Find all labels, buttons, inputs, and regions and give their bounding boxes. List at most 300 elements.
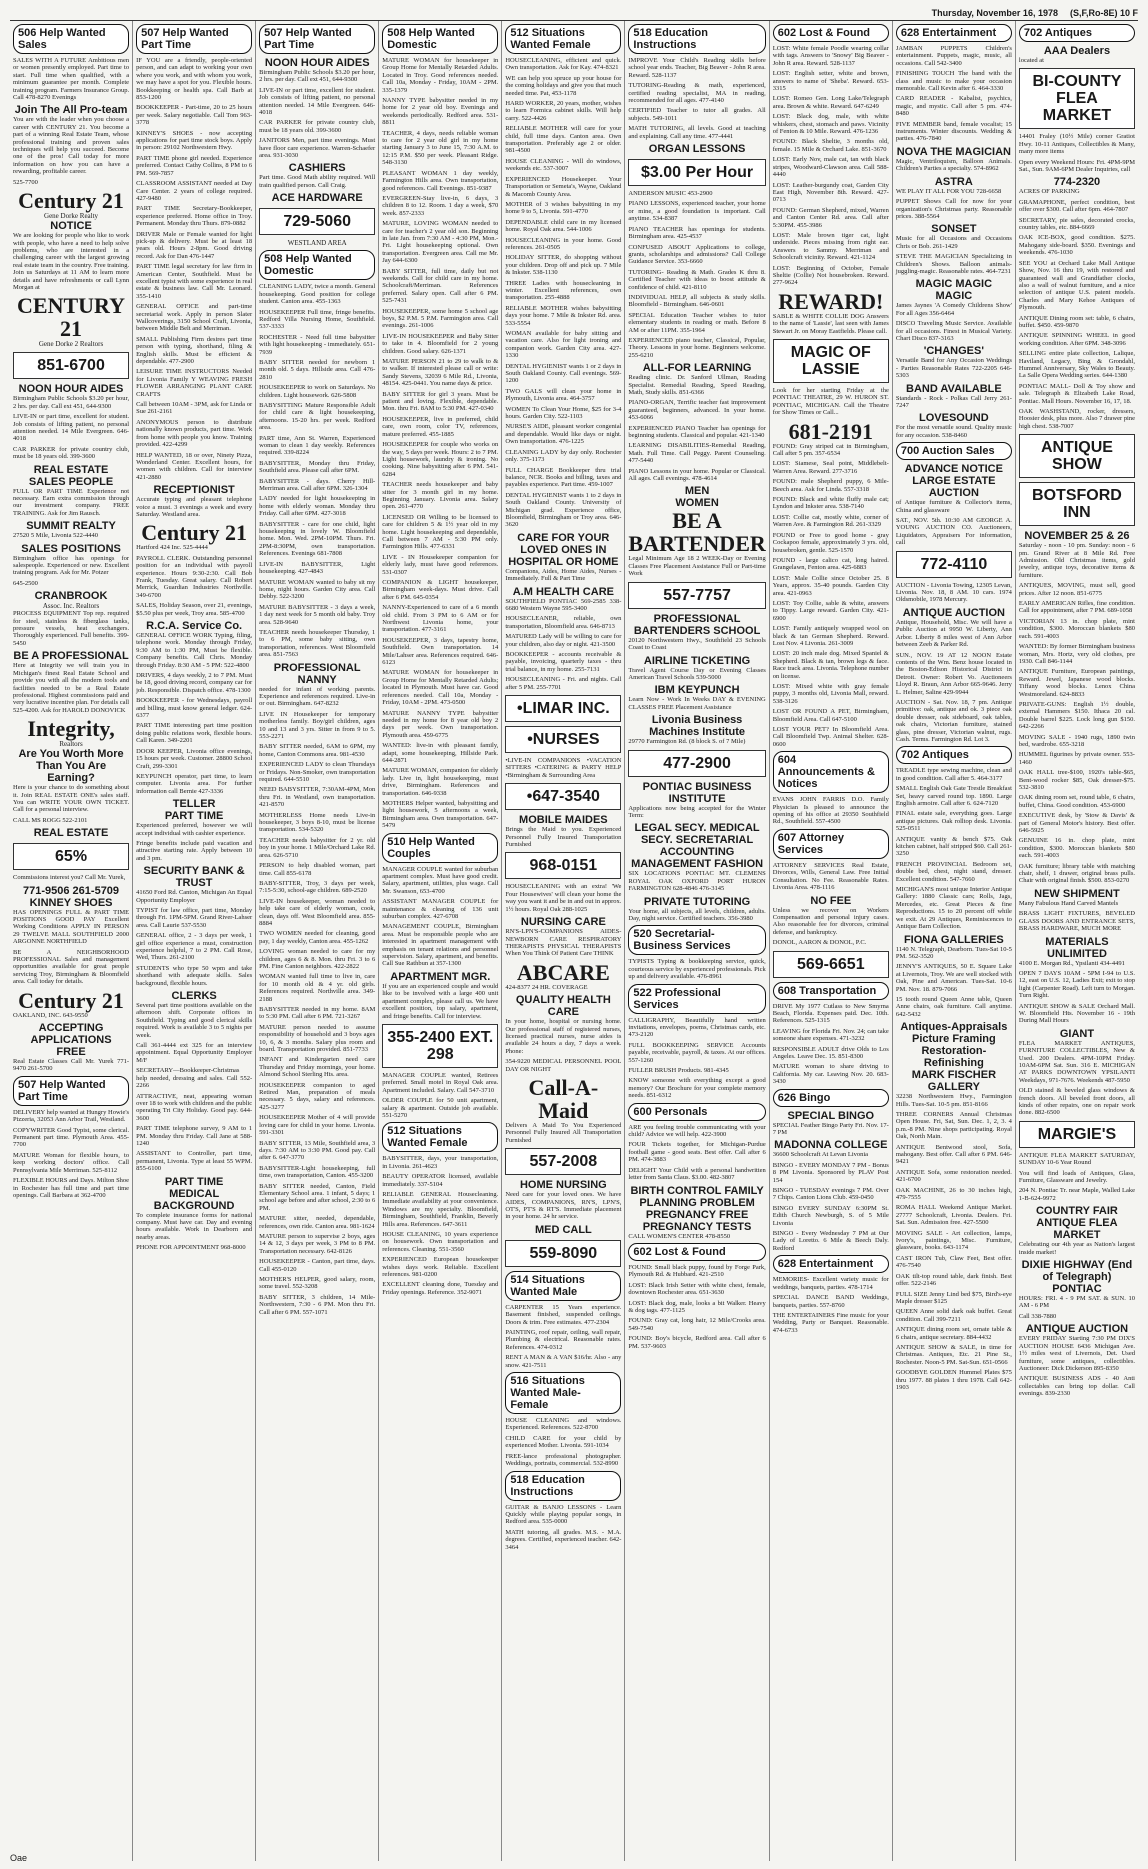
classified-ad: Call between 10AM - 3PM, ask for Linda or Sue 261-2161	[136, 401, 253, 416]
page-header	[10, 8, 1138, 21]
display-ad-text: MARK FISCHER GALLERY	[911, 1069, 997, 1094]
classified-ad: CERTIFIED Teacher to tutor all grades. All subjects. 549-1011	[628, 107, 766, 122]
display-ad-text: KINNEY SHOES	[29, 896, 113, 909]
classified-ad: 204 N. Pontiac Tr. near Maple, Walled Lake 1-B-624-9972	[1018, 1187, 1135, 1202]
classified-ad: LOST: Male brown tiger cat, light underside. Pieces missing from right ear. Answers to Sammy. Merriman and Schoolcraft vicinity. Reward. 421-1124	[772, 231, 889, 262]
display-ad-text: REAL ESTATE	[33, 827, 109, 840]
classified-ad: LOVING woman needed to care for my children, ages 6 & 8. Mon. thru Fri. 3 to 6 PM. Fine Canton neighbors. 422-2822	[259, 948, 376, 970]
classified-ad: Call 338-7880	[1018, 1312, 1057, 1320]
classified-ad: PUPPET Shows Call for now for your organization's Christmas party. Reasonable prices. 388-5564	[895, 198, 1012, 220]
classified-ad: MATURE Woman for flexible hours, to keep working doctors' office. Call Pennsylvania Mile Merriman. 525-8112	[13, 1151, 130, 1174]
classified-ad: FOUND: male Shepherd puppy, 6 Mile-Beech area. Ask for Linda. 557-3318	[772, 478, 889, 493]
classified-ad: FLEA MARKET ANTIQUES, FURNITURE COLLECTIBLES, New & Used. 200 Dealers. 4PM-10PM Friday. 10AM-6PM Sat. Sun. 316 E. MICHIGAN AT PARKS DOWNTOWN YPSILANTI Weekdays, 971-7676. Weekends 487-5950	[1018, 1039, 1135, 1084]
edition-code: (S,F,Ro-8E) 10 F	[1069, 8, 1138, 18]
classified-ad: TEACHER needs housekeeper Thursday, 1 to 6 PM, some baby sitting, own transportation, references. West Bloomfield area. 851-7563	[259, 628, 376, 659]
classified-ad: WANTED: By former Birmingham business woman, Mrs. Hortz, very old clothes, pre 1930. Call 846-1144	[1018, 643, 1135, 665]
section-header: 512 Situations Wanted Female	[505, 24, 621, 54]
issue-date: Thursday, November 16, 1978	[931, 8, 1058, 18]
display-ad-text: AAA Dealers	[1043, 45, 1111, 57]
classified-ad: WANTED: live-in with pleasant family, adapt, some housekeeping, Hillside Park. 644-2871	[382, 742, 499, 764]
display-ad-text: SECURITY BANK & TRUST	[143, 865, 245, 890]
display-ad-text: 559-8090	[505, 1240, 621, 1267]
classified-ad: CONFUSED ABOUT Applications to college, grants, scholarships and admissions? Call College Guidance Service. 353-6660	[628, 243, 766, 266]
classified-ad: PIANO Lessons in your home. Popular or Classical. All ages. Call evenings. 478-4614	[628, 467, 766, 483]
classified-ad: LICENSED OR Willing to be licensed to care for children 5 & 1½ year old in my home. Light housekeeping and dependable, Call between 7 AM - 5:30 PM only. Farmington Hills. 477-6331	[382, 513, 499, 551]
classified-ad: Part time. Good Math ability required. Will train qualified person. Call Craig.	[259, 174, 376, 189]
classified-ad: MOVING SALE - 1940 rugs, 1890 twin bed, wardrobe. 655-3218	[1018, 733, 1135, 748]
display-ad-text: Are You Worth More Than You Are Earning?	[18, 748, 124, 785]
display-ad-text: LOVESOUND	[919, 412, 989, 425]
section-header: 702 Antiques	[1019, 24, 1135, 42]
classified-ad: CLASSROOM ASSISTANT needed at Day Care Center. 2 years of college required. 427-9480	[136, 180, 253, 202]
section-header: 514 Situations Wanted Male	[505, 1271, 621, 1301]
classified-ad: Applications now being accepted for the Winter Term:	[628, 804, 766, 819]
display-ad-text: 557-7757	[628, 582, 765, 609]
column-1	[10, 21, 133, 1861]
classified-ad: BABY SITTER for girl 3 years. Must be patient and loving. Flexible, dependable. Mon. thru Fri. 8AM to 5:30 PM. 427-0340	[382, 390, 499, 413]
classified-ad: PLEASANT WOMAN 1 day weekly, Farmington Hills area. Own transportation, good references. Call Evenings. 851-9387	[382, 169, 499, 192]
classified-ad: Reading clinic. Dr. Sanford Ullman, Reading Specialist. Remedial Reading, Speed Reading, Math, Study skills. 851-6366	[628, 374, 766, 396]
classified-ad: HARD WORKER, 20 years, mother, wishes to learn Formica cabinet skills. Will help carry. 522-4426	[505, 100, 622, 122]
classified-ad: BABYSITTER-Light housekeeping, full time, own transportation, Canton. 455-3200	[259, 1164, 376, 1180]
classified-ad: MOVING SALE - Art collection, lamps, Ivory's, paintings, Misc. Furniture, glassware, books. 643-1174	[895, 1229, 1012, 1252]
classified-ad: SMALL Publishing Firm desires part time person with typing, shorthand, filing & English skills. Must be efficient & dependable. 477-2900	[136, 335, 253, 366]
classified-ad: BINGO EVERY SUNDAY 6:30PM St. Edith Church Newburgh, S. of 5 Mile Livonia	[772, 1204, 889, 1227]
classified-ad: Antique, Household, Misc. We will have a Public Auction at 9950 W. Liberty, Ann Arbor. Liberty 8 miles west of Ann Arbor between Zeeb & Parker Rd.	[895, 618, 1012, 649]
section-header: 507 Help Wanted Part Time	[259, 24, 375, 54]
classified-ad: EVANS JOHN FARRIS D.O. Family Physician Is pleased to announce the opening of his office at 29350 Southfield Rd., Southfield. 557-4500	[772, 796, 889, 826]
classified-ad: LOST: Beginning of October, Female Sheltie (Collie) Not housebroken. Reward. 277-9624	[772, 264, 889, 287]
classified-ad: TYPIST for law office, part time, Monday through Fri. 1PM-5PM. Grand River-Lahser area. Call Laurie 537-5530	[136, 906, 253, 929]
classified-ad: TWO GALS will clean your home in Plymouth, Livonia area. 464-3757	[505, 387, 622, 403]
classified-ad: SPECIAL Education Teacher wishes to tutor elementary students in reading or math. Before 8 AM or after 11PM. 355-1964	[628, 311, 766, 334]
classified-ad: PERSON to help disabled woman, part time. Call 855-6178	[259, 862, 376, 877]
classified-ad: PRIVATE-GUNS: English 1½ double, external Hammers $150. Ithaca 20 cal. Double barrel $225. Lock long gun $150. 642-2266	[1018, 700, 1135, 731]
classified-ad: For the most versatile sound. Quality music for any occasion. 538-8460	[895, 424, 1012, 439]
classified-ad: SMALL English Oak Gate Trestle Breakfast Set, heavy carved round top. 1890. Large English armoire. Call after 6. 624-7120	[895, 785, 1012, 807]
classified-ad: NURSE'S AIDE, pleasant worker congenial and dependable. Would like days or night. Own transportation. 476-1225	[505, 423, 622, 446]
classified-ad: Here at Integrity we will train you in Michigan's finest Real Estate School and provide you with all the modern tools and facilities needed to be a Real Estate professional. Highest commissions paid and very lucrative incentive plan. For details call 525-4200. Ask for HAROLD DONOVICK	[13, 662, 130, 714]
classified-ad: LEISURE TIME INSTRUCTORS Needed for Livonia Family Y WEAVING FRESH FLOWER ARRANGING PLANT CARE CRAFTS	[136, 368, 253, 398]
classified-ad: BABY SITTER needed, Canton, Field Elementary School area. 1 infant, 5 days; 1 school age before and after school, 2:30 to 6 PM.	[259, 1182, 376, 1212]
classified-ad: LOST: Collie cat, mostly white, corner of Warren Ave. & Farmington Rd. 261-3329	[772, 513, 889, 529]
classified-ad: MATURE person to supervise 2 boys, ages 14 & 12, 3 days per week, 3 PM to 8 PM. Transportation necessary. 642-8126	[259, 1232, 376, 1255]
classified-ad: RN'S-LPN'S-COMPANIONS AIDES-NEWBORN CARE RESPIRATORY THERAPISTS PHYSICAL THERAPISTS When You Think Of Patient Care THINK	[505, 928, 622, 958]
classified-ad: ANTIQUE SPINNING WHEEL in good working condition. After 6PM. 348-3096	[1018, 332, 1135, 347]
display-ad-text: 681-2191	[788, 418, 873, 444]
classified-ad: Fringe benefits include paid vacation and attractive starting rate. Apply between 10 and 3 pm.	[136, 839, 253, 862]
classified-ad: LOST: Black Irish Setter with white chest, female, downtown Rochester area. 651-3630	[628, 1281, 766, 1297]
footer-mark: Oae	[10, 1853, 28, 1863]
classified-ad: STEVE THE MAGICIAN Specializing in Children's Shows. Balloon animals-juggling-magic. Reasonable rates. 464-7231	[895, 253, 1012, 275]
classified-ad: MOTHER of 3 wishes babysitting in my home 9 to 5, Livonia. 591-4770	[505, 200, 622, 216]
display-ad-text: QUALITY HEALTH CARE	[515, 994, 611, 1019]
display-ad-text: NO FEE	[810, 894, 852, 907]
classified-ad: •LIVE-IN COMPANIONS •VACATION SITTERS •CATERING & PARTY HELP •Birmingham & Surrounding Area	[505, 757, 622, 779]
classified-ad: BABYSITTER, days, your transportation, in Livonia. 261-4623	[382, 1155, 499, 1170]
classified-ad: CLEANING LADY by day only. Rochester only. 375-1173	[505, 448, 622, 464]
classified-ad: Need care for your loved ones. We have AIDES, COMPANIONS, RN'S, LPN'S, OT'S, PT'S & RT'S. Immediate placement in your home. 24 hr service.	[505, 1191, 622, 1221]
display-ad-text: TELLER	[172, 798, 216, 811]
classified-ad: SUN., NOV. 19 AT 12 NOON Estate contents of the Wm. Benz house located in the Boston-Edison Historical District in Detroit. Owner: Robert Vo. Auctioneers Lloyd R. Braun, Ann Arbor 665-9646. Jerry L. Helmer, Saline 429-9944	[895, 651, 1012, 696]
classified-ad: CLEANING LADY, twice a month. General housekeeping. Good position for college student. Canton area. 455-1363	[259, 283, 376, 306]
classified-ad: Learn Now - Work In Weeks DAY & EVENING CLASSES FREE Placement Assistance	[628, 696, 766, 711]
display-ad-text: 569-6651	[773, 951, 889, 978]
classified-ad: ANTIQUE Bentwood stool, Sofa, mahogany. Best offer. Call after 6 PM. 646-9421	[895, 1143, 1012, 1166]
classified-ad: OAK furniture; library table with matching chair, shelf, 1 drawer, original brass pulls. Chair with original finish. $500. 853-0270	[1018, 862, 1135, 885]
classified-ad: NEED BABYSITTER, 7:30AM-4PM, Mon thru Fri. in Westland, own transportation. 421-8570	[259, 786, 376, 809]
classified-ad: SALES, Holiday Season, over 21, evenings, $5.50 plus per week, Troy area. 585-4700	[136, 602, 253, 617]
classified-ad: EXECUTIVE desk, by 'Stow & Davis' & part of General Motor's history. Best offer. 646-5925	[1018, 812, 1135, 835]
classified-ad: LIVE-IN HOUSEKEEPER and Baby Sitter to take in 4. Bloomfield for 2 young children. Good salary. 626-1371	[382, 332, 499, 355]
classified-ad: Unless we recover on Workers Compensation and personal injury cases. Also reasonable fee for divorces, criminal defense, and bankruptcy.	[772, 906, 889, 936]
display-ad-text: MEDICAL BACKGROUND	[153, 1187, 235, 1212]
classified-ad: MOTHER'S HELPER, good salary, room, some travel. 552-3208	[259, 1276, 376, 1291]
classified-ad: Accurate typing and pleasant telephone voice a must. 3 evenings a week and every Saturday. Westland area.	[136, 496, 253, 518]
classified-ad: DRIVERS, 4 days weekly, 2 to 7 PM. Must be 18, good driving record, company car for job. Responsible. Dispatch office. 478-1300	[136, 672, 253, 694]
classified-ad: FOUND: Black and white fluffy male cat; Lyndon and Inkster area. 538-7140	[772, 496, 889, 511]
display-ad-text: 729-5060	[259, 208, 375, 235]
classified-ad: Standards - Rock - Polkas Call Jerry 261-7247	[895, 394, 1012, 409]
display-ad-text: MOBILE MAIDES	[519, 814, 608, 827]
classified-ad: KNOW someone with everything except a good memory? Our Brochure for your complete memory needs. 851-6312	[628, 1077, 766, 1100]
classified-ad: BABY-SITTER, Troy, 3 days per week, 7:15-5:30, school-age children. 689-2520	[259, 879, 376, 895]
display-ad-text: 772-4110	[896, 551, 1012, 578]
classified-ad: CHILD CARE for your child by experienced Mother. Livonia. 591-1034	[505, 1434, 622, 1450]
classified-ad: OAK MACHINE, 26 to 30 inches high, 479-7555	[895, 1186, 1012, 1202]
classified-ad: GUITAR & BANJO LESSONS - Learn Quickly while playing popular songs, in Redford area. 535-0000	[505, 1503, 622, 1526]
display-ad-text: SALES POSITIONS	[21, 542, 121, 555]
section-header: 508 Help Wanted Domestic	[259, 250, 375, 280]
classified-ad: EXPERIENCED PIANO Teacher has openings for beginning students. Classical and popular. 421-1340	[628, 424, 766, 440]
classified-ad: FULL SIZE Jenny Lind bed $75, Bird's-eye Maple dresser $125	[895, 1290, 1012, 1305]
section-header: 507 Help Wanted Part Time	[136, 24, 252, 54]
classified-ad: CALLIGRAPHY, Beautifully hand written invitations, envelopes, poems, Christmas cards, etc. 473-2120	[628, 1016, 766, 1039]
classified-ad: QUEEN Anne solid dark oak buffet. Great condition. Call 399-7211	[895, 1308, 1012, 1323]
classified-ad: located at	[1018, 57, 1044, 64]
classified-ad: EARLY AMERICAN Rifles, fine condition. Call for appointment, after 7 PM. 689-1058	[1018, 600, 1135, 615]
column-3	[256, 21, 379, 1861]
column-4	[379, 21, 502, 1861]
section-header: 628 Entertainment	[896, 24, 1012, 42]
classified-ad: TEACHER, 4 days, needs reliable woman to care for 2 year old girl in my home starting January 3 to June 15, 7:30 A.M. to 12:15 P.M. $50 per week. Pleasant Ridge. 548-3130	[382, 129, 499, 167]
classified-ad: BABY SITTER, 13 Mile, Southfield area, 3 days. 7:30 AM to 3:30 PM. Good pay. Call after 6. 647-3770	[259, 1139, 376, 1162]
classified-ad: WOMAN wanted full time to live in, care for 10 month old & 4 yr. old girls. References required. Northville area. 349-2188	[259, 973, 376, 1003]
classified-ad: TREADLE type sewing machine, clean and in good condition. Call after 5. 464-3177	[895, 767, 1012, 782]
classified-ad: COPYWRITER Good Typist, some clerical. Permanent part time. Plymouth Area. 455-7700	[13, 1126, 130, 1149]
classified-ad: Celebrating our 4th year as Nation's largest inside market!	[1018, 1241, 1135, 1256]
classified-ad: LOST: Black dog, male, with white whiskers, chest, stomach and paws. Vicinity of Fenton & 10 Mile. Reward. 476-1236	[772, 113, 889, 136]
classified-ad: WOMEN To Clean Your Home, $25 for 3-4 hours. Garden City. 522-1103	[505, 405, 622, 421]
classified-ad: FOUND: Boy's bicycle, Redford area. Call after 6 PM. 537-9603	[628, 1335, 766, 1350]
section-header: 602 Lost & Found	[628, 1243, 765, 1261]
classified-ad: STUDENTS who type 50 wpm and take shorthand with adequate skills. Sales background, flexible hours.	[136, 964, 253, 987]
classified-ad: EXPERIENCED Housekeeper. Your Transportation or Semeta's, Wayne, Oakland & Macomb County Area.	[505, 175, 622, 198]
classified-ad: MATURE, LOVING WOMAN needed to care for teacher's 2 year old son. Beginning in late Jan. from 7:30 AM - 4:30 PM, Mon.- Fri. Light housekeeping optional. Own transportation. Evergreen area. Call me Mr. Jay 644-6300	[382, 220, 499, 265]
classified-ad: 424-8377 24 HR. COVERAGE	[505, 983, 588, 991]
classified-ad: HOURS: FRI. 4 - 9 PM SAT. & SUN. 10 AM - 6 PM	[1018, 1295, 1135, 1310]
display-ad-text: Integrity,	[27, 716, 115, 742]
classified-ad: MATH tutoring, all grades. M.S. - M.A. degrees. Certified, experienced teacher. 642-3464	[505, 1528, 622, 1551]
classified-ad: FULLER BRUSH Products. 981-4345	[628, 1067, 729, 1075]
classified-ad: SPECIAL Feather Bingo Party Fri. Nov. 17-7 PM	[772, 1121, 889, 1136]
classified-ad: HOUSE CLEANING, 10 years experience on housework. Own transportation and references. Cleaning. 551-3560	[382, 1231, 499, 1253]
display-ad-text: 771-9506 261-5709	[23, 884, 120, 897]
display-ad-text: NURSING CARE	[520, 916, 606, 929]
classified-ad: INDIVIDUAL HELP, all subjects & study skills. Bloomfield - Birmingham. 646-0601	[628, 293, 766, 309]
classified-ad: ANTIQUE SHOW & SALE, in time for Christmas. Antiques, Etc. 21 Pine St., Rochester. Noon-5 PM. Sat-Sun. 651-0566	[895, 1343, 1012, 1366]
classified-ad: SELLING entire plate collection, Lalique, Haviland, Legacy, Bing & Grondahl, Hummel Anniversary, Sky Wales to Beauty. La Salle Opera Wedding series. 644-1380	[1018, 350, 1135, 380]
display-ad-text: Gene Dorke Realty	[44, 212, 99, 221]
classified-ad: Travel Agent Course Day or Evening Classes American Travel Schools 539-5000	[628, 666, 766, 681]
classified-ad: MATURED Lady will be willing to care for your children, also day or night. 421-3500	[505, 633, 622, 648]
classified-ad: Saturday - noon - 10 pm. Sunday: noon - 6 pm. Grand River at 8 Mile Rd. Free Admission. Old Christmas items, gold jewelry, antique toys, decorative items & furniture.	[1018, 542, 1135, 579]
display-ad-text: MATERIALS UNLIMITED	[1045, 935, 1109, 960]
classified-ad: OAK tilt-top round table, dark finish. Best offer. 522-2146	[895, 1272, 1012, 1288]
classified-ad: TWO WOMEN needed for cleaning, good pay, 1 day weekly, Canton area. 455-1262	[259, 930, 376, 945]
display-ad-text: MAGIC OF LASSIE	[773, 339, 889, 383]
classified-ad: LOST OR FOUND A PET, Birmingham, Bloomfield Area. Call 647-5100	[772, 708, 889, 723]
section-header: 508 Help Wanted Domestic	[382, 24, 498, 54]
classified-ad: LOST: Male Collie since October 25. 8 Years, approx. 35-40 pounds. Garden City area. 421-0963	[772, 574, 889, 597]
display-ad-text: A.M HEALTH CARE	[512, 585, 614, 598]
classified-ad: BOOKKEEPER - accounts receivable & payable, invoicing, quarterly taxes - thru trial balance, in my home. 255-7131	[505, 651, 622, 673]
classified-ad: EVERY FRIDAY Starting 7:30 PM DIX'S AUCTION HOUSE 6436 Michigan Ave. 1½ miles west of Livernois, Det. Used furniture, some antiques, collectibles. Auctioneer: Dick Dickerson 895-8350	[1018, 1335, 1135, 1372]
classified-ad: OLDER COUPLE for 50 unit apartment, salary & apartment. Outside job available. 551-5270	[382, 1097, 499, 1119]
classified-ad: Open every Weekend Hours: Fri. 4PM-9PM Sat., Sun. 9AM-6PM Dealer Inquiries, call	[1018, 158, 1135, 174]
classified-ad: TUTORING-Reading & math, experienced, certified reading specialist, MA in reading, recommended for all ages. 477-4140	[628, 82, 766, 105]
classified-ad: FINISHING TOUCH The band with the class and music to make your occasion memorable. Call Kevin after 6. 464-3330	[895, 70, 1012, 93]
display-ad-text: CASHIERS	[288, 162, 346, 175]
classified-ad: EXCELLENT cleaning done, Tuesday and Friday openings. Reference. 352-9071	[382, 1281, 499, 1296]
classified-ad: MATH TUTORING, all levels. Good at teaching and explaining. Call any time. 477-4441	[628, 125, 766, 140]
classified-ad: FOUND: Gray cat, long hair, 12 Mile/Crooks area. 549-7540	[628, 1317, 766, 1332]
classified-ad: MEMORIES- Excellent variety music for weddings, banquets, parties. 478-1714	[772, 1276, 889, 1291]
classified-ad: JAMBAN PUPPETS Children's entertainment. Puppets, magic, music, all occasions. Call 542-3400	[895, 45, 1012, 67]
classified-ad: 525-7700	[13, 178, 38, 186]
classified-ad: MATURE sitter, needed, dependable, references, own ride. Canton area. 981-1624	[259, 1215, 376, 1230]
classified-ad: PAYROLL CLERK. Outstanding personnel position for an individual with payroll experience. Hours 9:30-2:30. Call Bob Frank, Tuesday. Great salary. Call Robert Merrick, Guardian Industries Northville. 349-6700	[136, 554, 253, 599]
classified-ad: 1140 N. Telegraph, Dearborn. Tues-Sat 10-5 PM. 562-3520	[895, 945, 1012, 960]
classified-ad: You will find loads of Antiques, Glass, Furniture, Glassware and Jewelry.	[1018, 1169, 1135, 1185]
classified-ad: HOUSECLEANING in your home. Good references. 261-0505	[505, 236, 622, 251]
classified-ad: JENNY'S ANTIQUES, 50 E. Square Lake at Livernois, Troy. We are well stocked with Oak, Pine and American. Tues-Sat. 10-6 PM. Nov. 18. 879-7066	[895, 963, 1012, 993]
classified-ad: OAK ICE-BOX, good condition. $275. Mahogany side-board. $350. Evenings and weekends. 476-1030	[1018, 234, 1135, 257]
classified-ad: RELIABLE MOTHER will care for your child, full time days. Canton area. Own transportation. Preferably age 2 or older. 981-4500	[505, 125, 622, 155]
classified-ad: BOOKKEEPER - for Wednesdays, payroll and billing, must know general ledger. 624-6377	[136, 697, 253, 720]
classified-ad: 36600 Schoolcraft At Levan Livonia	[772, 1151, 869, 1159]
classified-ad: GENERAL office, 2 - 3 days per week, 1 girl office experience a must, construction experience helpful, 7 to 2 PM. Call Rose, Wed, Thurs. 261-2100	[136, 932, 253, 962]
classified-ad: INFANT and Kindergarten need care Thursday and Friday mornings, your home. Almond School Sterling Hts. area.	[259, 1056, 376, 1079]
classified-ad: GENUINE 16 in. chop plate, mint condition, $300. Moroccan blankets $80 each. 591-4003	[1018, 837, 1135, 860]
classified-ad: DISCO Traveling Music Service. Available for all occasions. Finest in Musical Variety. Chart Disco 837-3163	[895, 320, 1012, 342]
classified-ad: VICTORIAN 13 in. chop plate, mint condition, $300. Moroccan blankets $80 each. 591-4003	[1018, 617, 1135, 640]
classified-ad: ARE you feeling trouble communicating with your child? Advice we will help. 422-3900	[628, 1123, 766, 1139]
display-ad-text: 557-2008	[505, 1148, 621, 1175]
display-ad-text: PONTIAC BUSINESS INSTITUTE	[642, 780, 752, 805]
display-ad-text: PROFESSIONAL BARTENDERS SCHOOL	[633, 612, 761, 637]
display-ad-text: SONSET	[931, 223, 977, 236]
classified-ad: HOUSEKEEPER for couple who works on the way, 5 days per week. Hours: 2 to 7 PM. Light housework, laundry & ironing. No cooking. Nine babysitting after 6 PM. 541-6284	[382, 441, 499, 478]
section-header: 506 Help Wanted Sales	[13, 24, 129, 54]
classified-ad: SECRETARY—Bookkeeper-Christmas help needed, dressing and sales. Call 552-2266	[136, 1067, 253, 1090]
classified-ad: LOST: Mixed white with gray female puppy, 3 months old, Livonia Mall, reward. 538-3126	[772, 683, 889, 705]
classified-ad: HUMMEL figurines by private owner. 553-1460	[1018, 751, 1135, 766]
classified-ad: PART time, Ann St. Warren, Experienced woman to clean 1 day weekly. References required. 339-8224	[259, 434, 376, 457]
display-ad-text: WOMEN	[675, 497, 719, 510]
display-ad-text: Century 21	[18, 987, 124, 1013]
classified-ad: LIVE-IN or part time, excellent for student. Job consists of lifting patient, no personal attention needed. 14 Mile Evergreen. 646-4018	[13, 413, 130, 443]
display-ad-text: Gene Dorke 2 Realtors	[38, 340, 104, 349]
classified-ad: ANTIQUE dining room set, ornate table & 6 chairs, antique secretary. 884-4432	[895, 1326, 1012, 1341]
classified-ad: MANAGER COUPLE wanted for suburban apartment complex. Must have good credit. Salary, apartment, utilities, plus wage. Call Mr. Swanson, 653-4700	[382, 865, 499, 895]
classified-ad: HOUSECLEANING, efficient and quick. Own transportation. Ask for Kay. 474-8321	[505, 57, 622, 72]
classified-ad: BOOKKEEPER - Part-time, 20 to 25 hours per week. Salary negotiable. Call Tom 963-3778	[136, 104, 253, 127]
classified-ad: OPEN 7 DAYS 10AM - 5PM I-94 to U.S. 12, east on U.S. 12, Ladies Exit; exit to stop light (Carpenter Road). Left turn to Morgan. Turn Right.	[1018, 969, 1135, 1000]
classified-ad: SABLE & WHITE COLLIE DOG Answers to the name of 'Lassie', last seen with James Stewart Jr. on Moray Eastfields. Please call.	[772, 312, 889, 335]
section-header: 608 Transportation	[773, 982, 889, 1000]
classified-ad: DRIVE My 1977 Cutlass to New Smyrna Beach, Florida. Expenses paid. Dec. 10th. References. 525-1315	[772, 1002, 889, 1025]
display-ad-text: ALL-FOR LEARNING	[642, 362, 752, 375]
column-5	[502, 21, 625, 1861]
classified-ad: MICHIGAN'S most unique Interior Antique Gallery: 1880 Classic cars; Rolls, Jags, Mercedes, etc. Great Pieces & fine Reproductions. 15 to 20 percent off while we exit. At 29 Antiques, Reminiscences to Antique Barn Collection.	[895, 886, 1012, 931]
classified-ad: ASSISTANT MANAGER COUPLE for maintenance & cleaning of 136 unit suburban complex. 427-6708	[382, 898, 499, 921]
classified-ad: RELIABLE MOTHER wishes babysitting days your home. 7 Mile & Inkster Rd. area. 533-5554	[505, 304, 622, 327]
classified-ad: HOLIDAY SITTER, do shopping without your children. Drop off and pick up. 7 Mile & Inkster. 538-1130	[505, 254, 622, 277]
display-ad-text: LARGE ESTATE AUCTION	[912, 475, 996, 500]
classified-ad: LOST: Romeo Gen. Long Lake/Telegraph area. Brown & white. Reward. 647-6249	[772, 95, 889, 110]
classified-ad: LOST: Siamese, Seal point, Middlebelt-Warren Area. Reward. 277-3716	[772, 460, 889, 475]
classified-ad: FIVE MEMBER band, female vocalist; 15 instruments. Winter discounts. Wedding & parties. 476-7840	[895, 120, 1012, 143]
classified-ad: Here is your chance to do something about it. Join REAL ESTATE ONE's sales staff. You can WRITE YOUR OWN TICKET. Call for a personal interview.	[13, 784, 130, 814]
classified-ad: SPECIAL DANCE BAND Weddings, banquets, parties. 557-8760	[772, 1294, 889, 1309]
classified-ad: Commissions interest you? Call Mr. Yurek,	[13, 874, 126, 882]
section-header: 607 Attorney Services	[773, 829, 889, 859]
classified-ad: MATURE PERSON 21 to 29 to walk to & to walker. If interested please call or write: Sandy Stevens, 32039 6 Mile Rd., Livonia, 48154. 425-0441. You name days & price.	[382, 358, 499, 388]
classified-ad: Companions, Aides, Home Aides, Nurses - Immediately. Full & Part Time	[505, 567, 622, 583]
classified-ad: 41650 Ford Rd. Canton, Michigan An Equal Opportunity Employer	[136, 889, 253, 904]
classified-ad: SEE YOU at Orchard Lake Mall Antique Show, Nov. 16 thru 19, with restored and guaranteed wall and Grandfather clocks, also a wall of walnut furniture, and a nice selection of antique U.S. patent models. Charles and Mary Kehoe Antiques of Plymouth.	[1018, 259, 1135, 312]
classified-ad: CALL MS ROGG 522-2101	[13, 816, 88, 824]
classified-ad: Real Estate Classes Call Mr. Yurek 771-9470 261-5700	[13, 1058, 130, 1073]
display-ad-text: Call-A-Maid	[528, 1074, 599, 1123]
classified-ad: 20120 Northwestern Hwy., Southfield 23 Schools Coast to Coast	[628, 636, 766, 652]
display-ad-text: PART TIME	[164, 810, 224, 823]
display-ad-text: R.C.A. Service Co.	[146, 620, 243, 632]
classified-ad: ACRES OF PARKING	[1018, 188, 1080, 196]
classified-ad: HOUSECLEANER, reliable, own transportation, Bloomfield area. 646-8713	[505, 615, 622, 630]
classified-ad: HOUSE CLEANING and windows. Experienced. References. 522-8700	[505, 1417, 622, 1432]
classified-ad: EXPERIENCED piano teacher, Classical, Popular, Theory. Lessons in your home. Beginners welcome. 255-6210	[628, 336, 766, 359]
display-ad-text: AIRLINE TICKETING	[643, 654, 751, 667]
classified-ad: LIVE IN Housekeeper for temporary motherless family. Boy/girl children, ages 10 and 13 and 3 yrs. Sitter in from 9 to 5. 553-2271	[259, 710, 376, 740]
classified-ad: LOST: White female Poodle wearing collar with tags. Answers to 'Snowy' Big Beaver - John R area. Reward. 528-1137	[772, 45, 889, 67]
classified-ad: DRIVER Male or Female wanted for light pick-up & delivery. Must be at least 18 years old. Hours 2-8pm. Good driving record. Ask for Dan 476-1447	[136, 230, 253, 260]
classified-ad: THE ENTERTAINERS Fine music for your Wedding, Party or Banquet. Reasonable. 474-6733	[772, 1311, 889, 1334]
column-6	[625, 21, 769, 1861]
display-ad-text: MAGIC MAGIC MAGIC	[915, 278, 993, 303]
column-8	[893, 21, 1016, 1861]
display-ad-text: MEN	[684, 485, 710, 498]
classified-ad: ANTIQUE Sofa, some restoration needed. 421-6700	[895, 1168, 1012, 1184]
classified-ad: FREE-lance professional photographer. Weddings, portraits, commercial. 532-8990	[505, 1452, 622, 1468]
classified-ad: Many Fabulous Hand Carved Mantels	[1018, 899, 1119, 907]
classified-ad: DENTAL HYGIENIST wants 1 or 2 days in South Oakland County. Call evenings. 569-1200	[505, 362, 622, 385]
classified-ad: NANNY TYPE babysitter needed in my home for 2 year old boy. Evenings and weekends periodically. Redford area. 531-8811	[382, 97, 499, 127]
classified-ad: 645-2500	[13, 579, 38, 587]
classified-ad: ANTIQUE Dining room set: table, 6 chairs, buffet. $450. 459-9870	[1018, 314, 1135, 329]
classified-ad: THREE CORNERS Annual Christmas Open House. Fri, Sat, Sun. Dec. 1, 2, 3. 4 p.m.-8 PM. Nine shops participating. Royal Oak, North Main.	[895, 1110, 1012, 1141]
classified-ad: Magic, Ventriloquism, Balloon Animals. Children's Parties a specialty. 574-8962	[895, 157, 1012, 173]
classified-ad: 4100 E. Morgan Rd., Ypsilanti 434-4491	[1018, 959, 1125, 967]
classified-ad: Birmingham office has openings for salespeople. Experienced or new. Excellent training program. Ask for Mr. Potzer	[13, 554, 130, 577]
classified-ad: LIVE - IN Housekeeper companion for elderly lady, must have good references. 531-0307	[382, 553, 499, 576]
classified-ad: In your home, hospital or nursing home. Our professional staff of registered nurses, licensed practical nurses, nurse aides is available 24 hours a day, 7 days a week. Phone:	[505, 1018, 622, 1055]
classified-ad: BABY SITTER needed for newborn 1 month old. 5 days. Hillside area. Call 476-2810	[259, 358, 376, 381]
classified-ad: WOMAN available for baby sitting and vacation care. Also for light ironing and companion work. Garden City area. 427-1330	[505, 330, 622, 360]
display-ad-text: ANTIQUE AUCTION	[1025, 1323, 1129, 1336]
display-ad-text: RECEPTIONIST	[153, 484, 235, 497]
classified-ad: RENT A MAN & A VAN $16/hr. Also - any snow. 421-7511	[505, 1354, 622, 1369]
classified-ad: FULL CHARGE Bookkeeper thru trial balance, NCR. Books and billing, taxes and payables experience. Part time. 459-1007	[505, 466, 622, 489]
display-ad-text: ABCARE	[516, 959, 610, 985]
display-ad-text: NOON HOUR AIDES	[264, 57, 370, 69]
classified-ad: FULL OR PART TIME Experience not necessary. Earn extra commission through our investment company. FREE TRAINING. Ask for Jim Rausch.	[13, 487, 130, 517]
classified-ad: ASSISTANT to Controller, part time, permanent, Livonia. Type at least 55 WPM. 855-6100	[136, 1150, 253, 1173]
classified-ad: CARPENTER 15 Years experience. Basement finished, suspended ceilings. Doors & trim. Free estimates. 477-2304	[505, 1303, 622, 1326]
classified-ad: MATURE NANNY TYPE babysitter needed in my home for 8 year old boy 2 days per week. Own transportation. Plymouth area. 459-6775	[382, 709, 499, 739]
classified-ad: TEACHER needs housekeeper and baby sitter for 3 month girl in my home. Beginning January. Livonia area. Salary open. 261-4770	[382, 481, 499, 511]
display-ad-text: Century 21	[141, 520, 247, 546]
display-ad-text: Livonia Business Machines Institute	[649, 714, 746, 739]
display-ad-text: APARTMENT MGR.	[390, 970, 491, 983]
classified-ad: You are with the leader when you choose a career with CENTURY 21. You become a part of a winning Real Estate Team, whose professional training and proven sales techniques will help you succeed. Become one of the pros! Call today for more information on how you can have a rewarding, profitable career.	[13, 116, 130, 176]
classified-ad: DELIVERY help wanted at Hungry Howie's Pizzeria, 32053 Ann Arbor Trail, Westland.	[13, 1108, 130, 1124]
classified-ad: EXPERIENCED European housekeeper wishes days work. Reliable. Excellent references. 981-0200	[382, 1256, 499, 1279]
classified-ad: DEPENDABLE child care in my licensed home. Royal Oak area. 544-1006	[505, 218, 622, 234]
display-ad-text: REAL ESTATE	[33, 463, 109, 476]
classified-ad: ATTRACTIVE, neat, appearing woman over 18 to work with children and the public operating Tri City Holiday. Good pay. 644-3600	[136, 1092, 253, 1122]
display-ad-text: 477-2900	[628, 750, 765, 777]
classified-ad: OLD stained & beveled glass windows & french doors. All beveled front doors, all kinds of other repairs, one on repair work done. 882-6500	[1018, 1087, 1135, 1117]
classified-ad: GENERAL OFFICE and part-time secretarial work. Apply in person Slater Wallcoverings, 3150 School Craft, Livonia, between Middle Belt and Merriman.	[136, 303, 253, 333]
classified-ad: LEARNING DISABILITIES-Remedial Reading, Math. Full Time. Call Peggy. Parent Counseling. 477-5440	[628, 442, 766, 465]
classified-ad: PIANO-ORGAN, Terrific teacher fast improvement guaranteed, beginners, advanced. In your home. 453-6066	[628, 399, 766, 422]
section-header: 626 Bingo	[773, 1089, 889, 1107]
display-ad-text: COUNTRY FAIR ANTIQUE FLEA MARKET	[1035, 1205, 1118, 1242]
classified-ad: HOUSEKEEPER Full time, fringe benefits. Redford Villa Nursing Home, Southfield. 537-3333	[259, 308, 376, 331]
display-ad-text: ANTIQUE AUCTION	[902, 606, 1005, 619]
classified-ad: James Jaynes 'A Comedy Childrens Show' For all Ages 356-6464	[895, 302, 1012, 317]
classified-ad: PART TIME telephone survey, 9 AM to 1 PM. Monday thru Friday. Call Jane at 588-1240	[136, 1125, 253, 1147]
section-header: 516 Situations Wanted Male-Female	[505, 1372, 621, 1414]
classified-ad: MATURE BABYSITTER - 3 days a week, 1 day next week for 5 month old baby. Troy area. 528-9640	[259, 603, 376, 626]
display-ad-text: 'CHANGES'	[923, 345, 984, 358]
display-ad-text: Century 21	[18, 188, 124, 214]
classified-ad: CALL WOMEN'S CENTER 478-8550	[628, 1232, 731, 1240]
classified-ad: PAINTING, roof repair, ceiling, wall repair, Plumbing & electrical. Reasonable rates. References. 474-0312	[505, 1329, 622, 1351]
display-ad-text: GIANT	[1059, 1027, 1095, 1040]
classified-ad: PIANO LESSONS, experienced teacher, your home or mine, a good foundation is important. Call anytime. 534-8387	[628, 200, 766, 223]
display-ad-text: MADONNA COLLEGE	[774, 1139, 888, 1152]
classified-ad: LOST: Early Nov, male cat, tan with black stripes, Woodward-Clawson area. Call 588-4440	[772, 156, 889, 179]
display-ad-text: 968-0151	[505, 852, 621, 879]
classified-ad: HOUSEKEEPER, live in preferred, child care, own room, color TV, references, mature preferred. 455-1885	[382, 415, 499, 438]
classified-ad: BRASS LIGHT FIXTURES, BEVELED GLASS DOORS AND ENTRANCE SETS, BRASS HARDWARE, MUCH MORE	[1018, 910, 1135, 933]
classified-ad: AUCTION - Sat. Nov. 18, 7 pm. Antique primitive: oak, antique and ok. 3 piece oak double dresser, oak sideboard, oak tables, oak chairs, Victorian furniture, stained glass, pine dresser, Victorian walnut, rugs. Cash. Terms. Farmington Rd. Lot 3.	[895, 698, 1012, 743]
display-ad-text: 851-6700	[13, 352, 129, 379]
classified-ad: Legal Minimum Age 18 2 WEEK-Day or Evening Classes Free Placement Assistance Full or Part-time Work	[628, 555, 766, 578]
